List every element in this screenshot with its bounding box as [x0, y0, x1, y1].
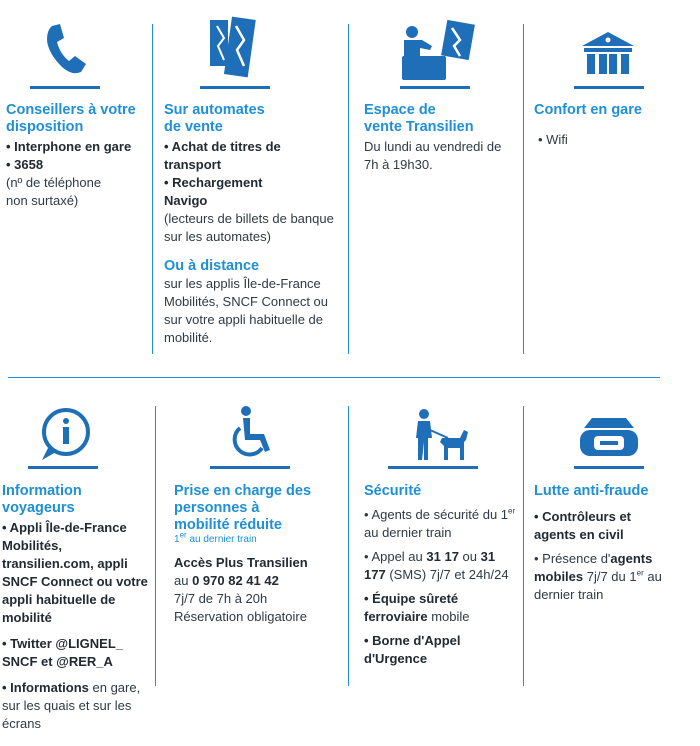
row-divider [8, 377, 660, 378]
column-divider [523, 406, 524, 686]
section-title: Espace de vente Transilien [364, 102, 474, 135]
subtitle-part: au dernier train [186, 534, 257, 545]
section-title: Confort en gare [534, 102, 642, 118]
superscript: er [636, 568, 644, 578]
info-bubble-icon [36, 404, 96, 464]
agent-with-dog-icon [408, 408, 472, 462]
column-divider [523, 24, 524, 354]
column-divider [155, 406, 156, 686]
list-item-text: au dernier train [534, 569, 662, 602]
icon-underline [574, 466, 644, 469]
note: (lecteurs de billets de banque sur les automates) [164, 211, 334, 244]
automates-section [164, 102, 344, 347]
ticket-cards-icon [206, 16, 260, 82]
list-item: • Appli Île-de-France Mobilités, transilien.com, appli SNCF Connect ou votre appli habituelle de mobilité [2, 520, 148, 625]
phone-line [174, 572, 346, 590]
column-divider [152, 24, 153, 354]
icon-underline [210, 466, 290, 469]
body-text: sur les applis Île-de-France Mobilités, SNCF Connect ou sur votre appli habituelle de mobilité. [164, 276, 329, 345]
list-item: • 3658 [6, 157, 44, 172]
icon-underline [400, 86, 470, 89]
list-item-text: en gare, sur les quais et sur les écrans [2, 680, 141, 731]
list-item: • Borne d'Appel d'Urgence [364, 633, 461, 666]
list-item: • Twitter @LIGNEL_ SNCF et @RER_A [2, 636, 123, 669]
hours: 7j/7 de 7h à 20h [174, 591, 268, 606]
section-title: Conseillers à votre disposition [6, 102, 136, 135]
section-title: Prise en charge des personnes à mobilité réduite [174, 483, 312, 533]
list-item-text: ou [458, 549, 481, 564]
subtitle-part: 1 [174, 534, 180, 545]
list-item [534, 550, 684, 604]
note: (nº de téléphone non surtaxé) [6, 175, 102, 208]
list-item [364, 590, 516, 626]
superscript: er [179, 530, 187, 540]
list-item-text: 7j/7 du 1 [583, 569, 637, 584]
confort-section [534, 102, 684, 149]
section-title: Sécurité [364, 483, 422, 499]
list-item: • Rechargement Navigo [164, 175, 263, 208]
section-title: Lutte anti-fraude [534, 483, 649, 499]
booking-note: Réservation obligatoire [174, 609, 307, 624]
anti-fraude-section [534, 483, 684, 604]
icon-underline [200, 86, 270, 89]
list-item [364, 506, 516, 542]
list-item: • Interphone en gare [6, 139, 132, 154]
list-item [364, 548, 516, 584]
phone-icon [38, 20, 90, 76]
list-item: • Contrôleurs et agents en civil [534, 509, 632, 542]
phone-prefix: au [174, 573, 193, 588]
column-divider [348, 24, 349, 354]
section-subtitle [174, 530, 346, 546]
superscript: er [508, 506, 516, 516]
list-item-text: au dernier train [364, 525, 452, 540]
espace-vente-section [364, 102, 514, 174]
section-title: Sur automates de vente [164, 102, 265, 135]
list-item-text: (SMS) 7j/7 et 24h/24 [385, 567, 509, 582]
pmr-section [174, 483, 346, 626]
list-item-bold: • Informations [2, 680, 89, 695]
list-item-text: • Appel au [364, 549, 427, 564]
icon-underline [388, 466, 478, 469]
list-item-text: • Présence d' [534, 551, 611, 566]
list-item [2, 679, 154, 733]
section-subtitle: Ou à distance [164, 258, 260, 274]
list-item-bold: agents mobiles [534, 551, 653, 584]
column-divider [348, 406, 349, 686]
icon-underline [574, 86, 644, 89]
sms-number: 31 177 [364, 549, 496, 582]
list-item-text: mobile [427, 609, 470, 624]
wheelchair-icon [226, 404, 280, 462]
station-building-icon [580, 30, 636, 80]
icon-underline [30, 86, 100, 89]
list-item: • Wifi [538, 132, 568, 147]
phone-number: 0 970 82 41 42 [192, 573, 279, 588]
ticket-desk-icon [398, 16, 478, 82]
securite-section [364, 483, 516, 668]
list-item: • Achat de titres de transport [164, 139, 281, 172]
body-text: Du lundi au vendredi de 7h à 19h30. [364, 139, 502, 172]
list-item-text: • Agents de sécurité du 1 [364, 507, 509, 522]
icon-underline [28, 466, 98, 469]
service-name: Accès Plus Transilien [174, 555, 308, 570]
section-title: Information voyageurs [2, 483, 82, 516]
conseillers-section [6, 102, 150, 210]
ticket-reader-icon [578, 414, 640, 460]
information-section [2, 483, 154, 733]
list-item-bold: • Équipe sûreté ferroviaire [364, 591, 459, 624]
phone-number: 31 17 [426, 549, 459, 564]
